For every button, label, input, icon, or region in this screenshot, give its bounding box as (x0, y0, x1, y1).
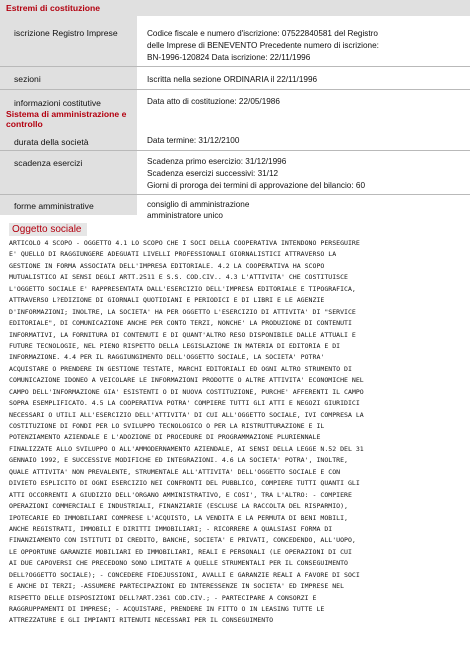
section-title-sistema-2: controllo (6, 119, 43, 129)
oggetto-line: NECESSARI O UTILI ALL'ESERCIZIO DELL'ATTIVITA' DI CUI ALL'OGGETTO SOCIALE, IVI COMPRESA LA (9, 410, 364, 419)
oggetto-line: ATTREZZATURE E GLI IMPIANTI RITENUTI NECESSARI PER IL CONSEGUIMENTO (9, 616, 274, 625)
informazioni-label: informazioni costitutive (14, 98, 101, 108)
iscrizione-label: iscrizione Registro Imprese (14, 28, 118, 38)
iscrizione-line-2: delle Imprese di BENEVENTO Precedente numero di iscrizione: (147, 41, 379, 50)
divider (0, 89, 470, 90)
oggetto-line: ANCHE REGISTRATI, IMMOBILI E DIRITTI IMMOBILIARI; - RICORRERE A QUALSIASI FORMA DI (9, 524, 333, 533)
oggetto-line: LE OPPORTUNE GARANZIE MOBILIARI ED IMMOBILIARI, REALI E PERSONALI (LE OPERAZIONI DI CUI (9, 547, 352, 556)
oggetto-line: COSTITUZIONE DI FONDI PER LO SVILUPPO TECNOLOGICO O PER LA RISTRUTTURAZIONE E IL (9, 422, 325, 430)
oggetto-line: CAMPO DELL'INFORMAZIONE GIA' ESISTENTI O DI NUOVA COSTITUZIONE, PURCHE' AFFERENTI IL CAMPO (9, 387, 364, 396)
scadenza-line-2: Scadenza esercizi successivi: 31/12 (147, 169, 279, 178)
oggetto-line: COMUNICAZIONE IDONEO A VEICOLARE LE INFORMAZIONI PRODOTTE O ALTRE ATTIVITA' ECONOMICHE NEL (9, 376, 364, 385)
divider (0, 194, 470, 195)
oggetto-line: IPOTECARIE ED IMMOBILIARI COMPRESE L'ACQUISTO, LA VENDITA E LA PERMUTA DI BENI MOBILI, (9, 513, 348, 522)
durata-label: durata della società (14, 137, 89, 147)
oggetto-line: EDITORIALE", DI COMUNICAZIONE ANCHE PER CONTO TERZI, NONCHE' LA PRODUZIONE DI CONTENUTI (9, 319, 352, 328)
oggetto-line: E' QUELLO DI RAGGIUNGERE ADEGUATI LIVELLI PROFESSIONALI GIORNALISTICI ATTRAVERSO LA (9, 250, 337, 259)
section-title-oggetto: Oggetto sociale (9, 223, 87, 236)
divider (0, 66, 470, 67)
oggetto-line: ATTI OCCORRENTI A GIUDIZIO DELL'ORGANO AMMINISTRATIVO, E COSI', TRA L'ALTRO: - COMPIERE (9, 490, 352, 499)
oggetto-line: RAGGRUPPAMENTI DI IMPRESE; - ACQUISTARE, PRENDERE IN FITTO O IN LEASING TUTTE LE (9, 605, 325, 613)
oggetto-line: MUTUALISTICO AI SENSI DEGLI ARTT.2511 E S.S. COD.CIV.. 4.3 L'ATTIVITA' CHE COSTITUISCE (9, 273, 348, 282)
oggetto-line: QUALE ATTIVITA' NON PREVALENTE, STRUMENTALE ALL'ATTIVITA' DELL'OGGETTO SOCIALE E CON (9, 467, 341, 476)
oggetto-line: DIVIETO ESPLICITO DI OGNI ESERCIZIO NEI CONFRONTI DEL PUBBLICO, COMPIERE TUTTI QUANTI GLI (9, 479, 360, 488)
informazioni-value: Data atto di costituzione: 22/05/1986 (147, 97, 280, 106)
oggetto-line: POTENZIAMENTO AZIENDALE E L'ADOZIONE DI PROCEDURE DI PROGRAMMAZIONE PLURIENNALE (9, 433, 321, 442)
oggetto-line: E ANCHE DI TERZI; -ASSUMERE PARTECIPAZIONI ED INTERESSENZE IN SOCIETA' ED IMPRESE NEL (9, 582, 345, 591)
forme-label: forme amministrative (14, 201, 94, 211)
oggetto-line: ARTICOLO 4 SCOPO - OGGETTO 4.1 LO SCOPO CHE I SOCI DELLA COOPERATIVA INTENDONO PERSEGUIRE (9, 239, 360, 247)
oggetto-line: RISPETTO DELLE DISPOSIZIONI DELL?ART.2361 COD.CIV.; - PARTECIPARE A CONSORZI E (9, 593, 317, 602)
forme-line-1: consiglio di amministrazione (147, 200, 250, 209)
oggetto-line: FINALIZZATE ALLO SVILUPPO O ALL'AMMODERNAMENTO AZIENDALE, AI SENSI DELLA LEGGE N.52 DEL 31 (9, 444, 364, 453)
oggetto-line: FINANZIAMENTO CON ISTITUTI DI CREDITO, BANCHE, SOCIETA' E PRIVATI, CONCEDENDO, ALL'UOPO, (9, 536, 356, 545)
oggetto-line: GESTIONE IN FORMA ASSOCIATA DELL'IMPRESA EDITORIALE. 4.2 LA COOPERATIVA HA SCOPO (9, 261, 325, 270)
section-title-estremi: Estremi di costituzione (6, 3, 101, 13)
oggetto-line: ACQUISTARE O PRENDERE IN GESTIONE TESTATE, MARCHI EDITORIALI ED OGNI ALTRO STRUMENTO DI (9, 364, 352, 373)
scadenza-line-1: Scadenza primo esercizio: 31/12/1996 (147, 157, 287, 166)
oggetto-text (9, 238, 467, 627)
oggetto-line: INFORMAZIONE. 4.4 PER IL RAGGIUNGIMENTO DELL'OGGETTO SOCIALE, LA SOCIETA' POTRA' (9, 353, 325, 362)
oggetto-line: FUTURE TECNOLOGIE, NEL PIENO RISPETTO DELLA LEGISLAZIONE IN MATERIA DI EDITORIA E DI (9, 341, 341, 350)
oggetto-line: ATTRAVERSO L?EDIZIONE DI GIORNALI QUOTIDIANI E PERIODICI E DI LIBRI E LE AGENZIE (9, 296, 325, 305)
oggetto-line: D'INFORMAZIONI; INOLTRE, LA SOCIETA' HA PER OGGETTO L'ESERCIZIO DI ATTIVITA' DI "SERVICE (9, 307, 356, 316)
divider (0, 150, 470, 151)
section-title-sistema-1: Sistema di amministrazione e (6, 109, 127, 119)
sezioni-label: sezioni (14, 74, 41, 84)
oggetto-line: GENNAIO 1992, E SUCCESSIVE MODIFICHE ED INTEGRAZIONI. 4.6 LA SOCIETA' POTRA', INOLTRE, (9, 456, 348, 465)
sezioni-value: Iscritta nella sezione ORDINARIA il 22/11/1996 (147, 75, 318, 84)
scadenza-label: scadenza esercizi (14, 158, 83, 168)
forme-line-2: amministratore unico (147, 211, 223, 220)
oggetto-line: DELL?OGGETTO SOCIALE); - CONCEDERE FIDEJUSSIONI, AVALLI E GARANZIE REALI A FAVORE DI SOCI (9, 570, 360, 579)
iscrizione-line-1: Codice fiscale e numero d'iscrizione: 07522840581 del Registro (147, 29, 378, 38)
iscrizione-line-3: BN-1996-120824 Data iscrizione: 22/11/1996 (147, 53, 311, 62)
durata-value: Data termine: 31/12/2100 (147, 136, 240, 145)
oggetto-line: AI DUE CAPOVERSI CHE PRECEDONO SONO LIMITATE A QUELLE STRUMENTALI PER IL CONSEGUIMENTO (9, 559, 348, 568)
oggetto-line: SOPRA ESEMPLIFICATO. 4.5 LA COOPERATIVA POTRA' COMPIERE TUTTI GLI ATTI E NEGOZI GIURIDICI (9, 399, 360, 408)
oggetto-line: INFORMATIVI, LA FORNITURA DI CONTENUTI E DI QUANT'ALTRO RESO DISPONIBILE DALLE ATTUALI E (9, 330, 356, 339)
scadenza-line-3: Giorni di proroga dei termini di approvazione del bilancio: 60 (147, 181, 366, 190)
oggetto-line: OPERAZIONI COMMERCIALI E INDUSTRIALI, FINANZIARIE (ESCLUSE LA RACCOLTA DEL RISPARMIO), (9, 502, 348, 511)
oggetto-line: L'OGGETTO SOCIALE E' RAPPRESENTATA DALL'ESERCIZIO DELL'IMPRESA EDITORIALE E TIPOGRAFICA, (9, 284, 356, 293)
